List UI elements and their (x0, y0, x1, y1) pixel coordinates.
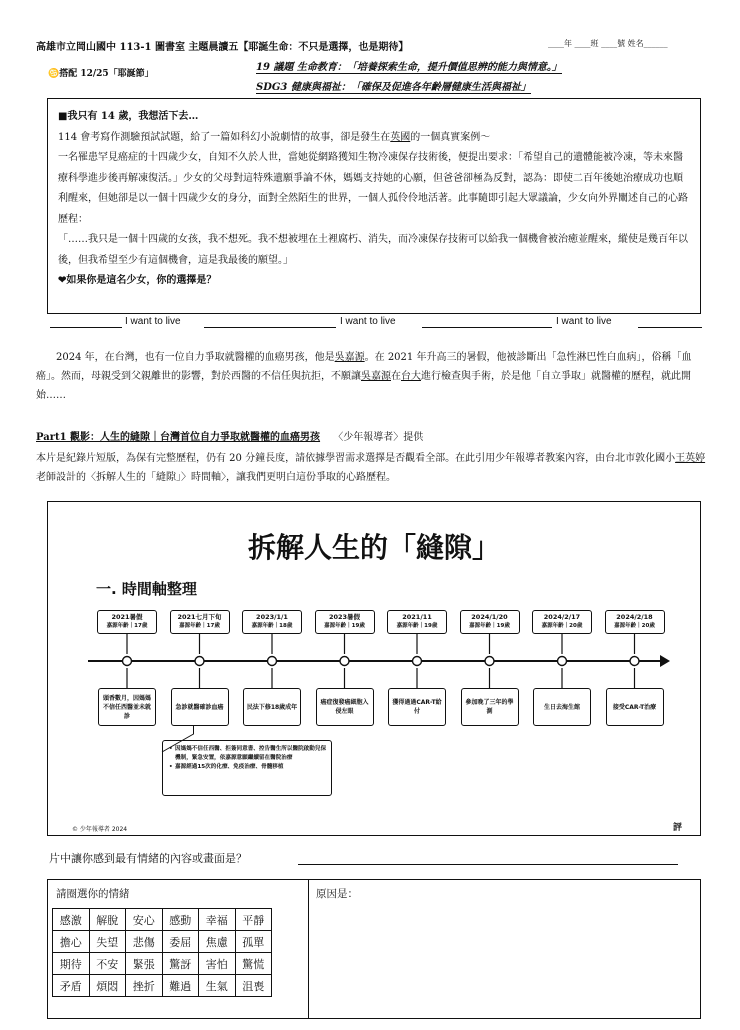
emotion-option[interactable]: 沮喪 (235, 975, 272, 997)
story-heading: ■我只有 14 歲，我想活下去… (58, 111, 199, 122)
copyright-text: © 少年報導者 2024 (72, 826, 128, 833)
timeline-age: 嘉源年齡｜19歲 (324, 623, 365, 629)
answer-line (638, 327, 702, 328)
timeline-date: 2021七月下旬 (177, 613, 222, 621)
part1-description: 本片是紀錄片短版，為保有完整歷程，仍有 20 分鐘長度，請依據學習需求選擇是否觀看全部。在此引用少年報導者教案內容，由台北市敦化國小王英婷老師設計的〈拆解人生的「縫隙」〉時間軸〉，讓我們更明白這份爭取的心路歷程。 (36, 453, 706, 483)
worksheet-title: 高雄市立岡山國中 113-1 圖書室 主題晨讀五【耶誕生命：不只是選擇，也是期待】 (36, 42, 409, 53)
emotion-option[interactable]: 緊張 (126, 953, 163, 975)
timeline-date: 2024/2/18 (616, 613, 653, 621)
timeline-age: 嘉源年齡｜19歲 (469, 623, 510, 629)
emotion-grid (52, 908, 272, 997)
emotion-option[interactable]: 悲傷 (126, 931, 163, 953)
emotion-option[interactable]: 煩悶 (89, 975, 126, 997)
live-label: I want to live (125, 316, 181, 327)
timeline-age: 嘉源年齡｜19歲 (396, 623, 438, 629)
story-paragraph-2: 一名罹患罕見癌症的十四歲少女，自知不久於人世，當她從網路獲知生物冷凍保存技術後，便提出要求：「希望自己的遺體能被冷凍，等未來醫療科學進步後再解凍復活。」少女的父母對這特殊遺願爭論不休，媽媽支持她的心願，但爸爸卻極為反對，認為：即使二百年後她治療成功也順利醒來，但她卻是以一個十四歲少女的身分，面對全然陌生的世界，一個人孤伶伶地活著。此事隨即引起大眾議論，少女向外界闡述自己的心路歷程： (58, 152, 688, 225)
answer-line (422, 327, 552, 328)
emotion-row (53, 975, 272, 997)
timeline-image (47, 501, 701, 836)
timeline-event-box: 接受CAR-T治療 (606, 688, 664, 726)
timeline-age: 嘉源年齡｜20歲 (541, 623, 583, 629)
emotion-option[interactable]: 平靜 (235, 909, 272, 931)
part1-title: Part1 觀影：人生的縫隙｜台灣首位自力爭取就醫權的血癌男孩 (36, 432, 321, 443)
emotion-reason-box (47, 879, 701, 1019)
emotion-row (53, 931, 272, 953)
emotion-option[interactable]: 失望 (89, 931, 126, 953)
timeline-age: 嘉源年齡｜18歲 (251, 623, 293, 629)
answer-line (204, 327, 336, 328)
emotion-option[interactable]: 期待 (53, 953, 90, 975)
emotion-option[interactable]: 驚慌 (235, 953, 272, 975)
timeline-arrow (660, 655, 670, 667)
emotion-option[interactable]: 幸福 (199, 909, 236, 931)
timeline-date: 2024/2/17 (543, 613, 581, 621)
timeline-node (268, 657, 277, 666)
timeline-age: 嘉源年齡｜17歲 (179, 623, 220, 629)
timeline-event-box: 癌症復發癌細胞入侵左眼 (316, 688, 374, 726)
emotion-label: 請圈選你的情緒 (56, 888, 130, 900)
emotion-row (53, 909, 272, 931)
timeline-node (195, 657, 204, 666)
publisher-mark: 評 (672, 823, 682, 833)
timeline-date: 2021暑假 (111, 613, 143, 621)
timeline-node (340, 657, 349, 666)
timeline-node (630, 657, 639, 666)
live-label: I want to live (556, 316, 612, 327)
timeline-node (413, 657, 422, 666)
emotion-option[interactable]: 擔心 (53, 931, 90, 953)
story-question: ❤如果你是這名少女，你的選擇是？ (58, 275, 217, 286)
student-info-fields: ____年 ____班 ____號 姓名______ (548, 39, 668, 48)
emotion-row (53, 953, 272, 975)
timeline-event-box: 獲得過過CAR-T給付 (388, 688, 446, 726)
live-label: I want to live (340, 316, 396, 327)
emotion-option[interactable]: 孤單 (235, 931, 272, 953)
timeline-date-box (97, 610, 157, 634)
life-education-goal: 19 議題 生命教育：「培養探索生命，提升價值思辨的能力與情意。」 (256, 58, 562, 74)
story-paragraph-1: 114 會考寫作測驗預試試題，給了一篇如科幻小說劇情的故事，卻是發生在英國的一個真實案例～ (58, 131, 491, 143)
timeline-node (123, 657, 132, 666)
timeline-note-item: • 因媽媽不信任西醫、拒簽同意書、控告醫生所以醫院啟動兒保機制，緊急安置，依嘉源意願繼續留在醫院治療 (169, 745, 327, 763)
emotion-option[interactable]: 感動 (162, 909, 199, 931)
holiday-tag: ♋搭配 12/25「耶誕節」 (48, 69, 154, 79)
timeline-date-box (170, 610, 230, 634)
reason-label: 原因是： (316, 888, 358, 900)
emotion-option[interactable]: 害怕 (199, 953, 236, 975)
timeline-age: 嘉源年齡｜17歲 (106, 623, 148, 629)
timeline-event-box: 生日去海生館 (533, 688, 591, 726)
answer-line[interactable] (298, 864, 678, 865)
reflection-question: 片中讓你感到最有情緒的內容或畫面是？ (49, 852, 247, 865)
timeline-note-item: • 嘉源經過15次的化療、免疫治療、骨髓移植 (169, 763, 327, 772)
timeline-date-box (460, 610, 520, 634)
timeline-event-box: 參加晚了三年的學測 (461, 688, 519, 726)
timeline-date-box (605, 610, 665, 634)
timeline-date-box (242, 610, 302, 634)
part1-heading (36, 428, 716, 443)
timeline-date: 2024/1/20 (471, 613, 508, 621)
sdg3-goal: SDG3 健康與福祉：「確保及促進各年齡層健康生活與福祉」 (256, 78, 531, 94)
timeline-event-box: 頭香數月，因媽媽不信任西醫並未就診 (98, 688, 156, 726)
intro-paragraph: 2024 年，在台灣，也有一位自力爭取就醫權的血癌男孩，他是吳嘉源。在 2021 年升高三的暑假，他被診斷出「急性淋巴性白血病」，俗稱「血癌」。然而，母親受到父親離世的影響，對於西醫的不信任與抗拒，不願讓吳嘉源在台大進行檢查與手術，於是他「自立爭取」就醫權的歷程，就此開始…… (36, 352, 692, 401)
timeline-node (485, 657, 494, 666)
timeline-date-box (532, 610, 592, 634)
emotion-option[interactable]: 驚訝 (162, 953, 199, 975)
timeline-date: 2023暑假 (328, 613, 361, 621)
part1-source: 〈少年報導者〉提供 (333, 432, 424, 443)
timeline-date-box (387, 610, 447, 634)
timeline-note-box (162, 740, 332, 796)
timeline-date: 2021/11 (402, 613, 432, 621)
timeline-date-box (315, 610, 375, 634)
timeline-axis-svg (48, 502, 702, 837)
timeline-title: 拆解人生的「縫隙」 (247, 531, 500, 564)
timeline-date: 2023/1/1 (256, 613, 288, 621)
emotion-option[interactable]: 矛盾 (53, 975, 90, 997)
timeline-node (558, 657, 567, 666)
emotion-option[interactable]: 生氣 (199, 975, 236, 997)
emotion-option[interactable]: 挫折 (126, 975, 163, 997)
story-quote: 「……我只是一個十四歲的女孩，我不想死。我不想被埋在土裡腐朽、消失，而冷凍保存技術可以給我一個機會被治癒並醒來，縱使是幾百年以後，但我希望至少有這個機會，這是我最後的願望。」 (58, 234, 688, 266)
timeline-event-box: 急診就醫確診血癌 (171, 688, 229, 726)
emotion-option[interactable]: 委屈 (162, 931, 199, 953)
emotion-option[interactable]: 難過 (162, 975, 199, 997)
emotion-option[interactable]: 感激 (53, 909, 90, 931)
story-box (47, 98, 701, 314)
timeline-event-box: 民法下修18歲成年 (243, 688, 301, 726)
emotion-option[interactable]: 解脫 (89, 909, 126, 931)
emotion-option[interactable]: 不安 (89, 953, 126, 975)
emotion-option[interactable]: 安心 (126, 909, 163, 931)
timeline-subtitle: 一. 時間軸整理 (96, 580, 197, 598)
box-divider (308, 880, 309, 1018)
answer-line (50, 327, 122, 328)
emotion-option[interactable]: 焦慮 (199, 931, 236, 953)
timeline-age: 嘉源年齡｜20歲 (614, 623, 655, 629)
